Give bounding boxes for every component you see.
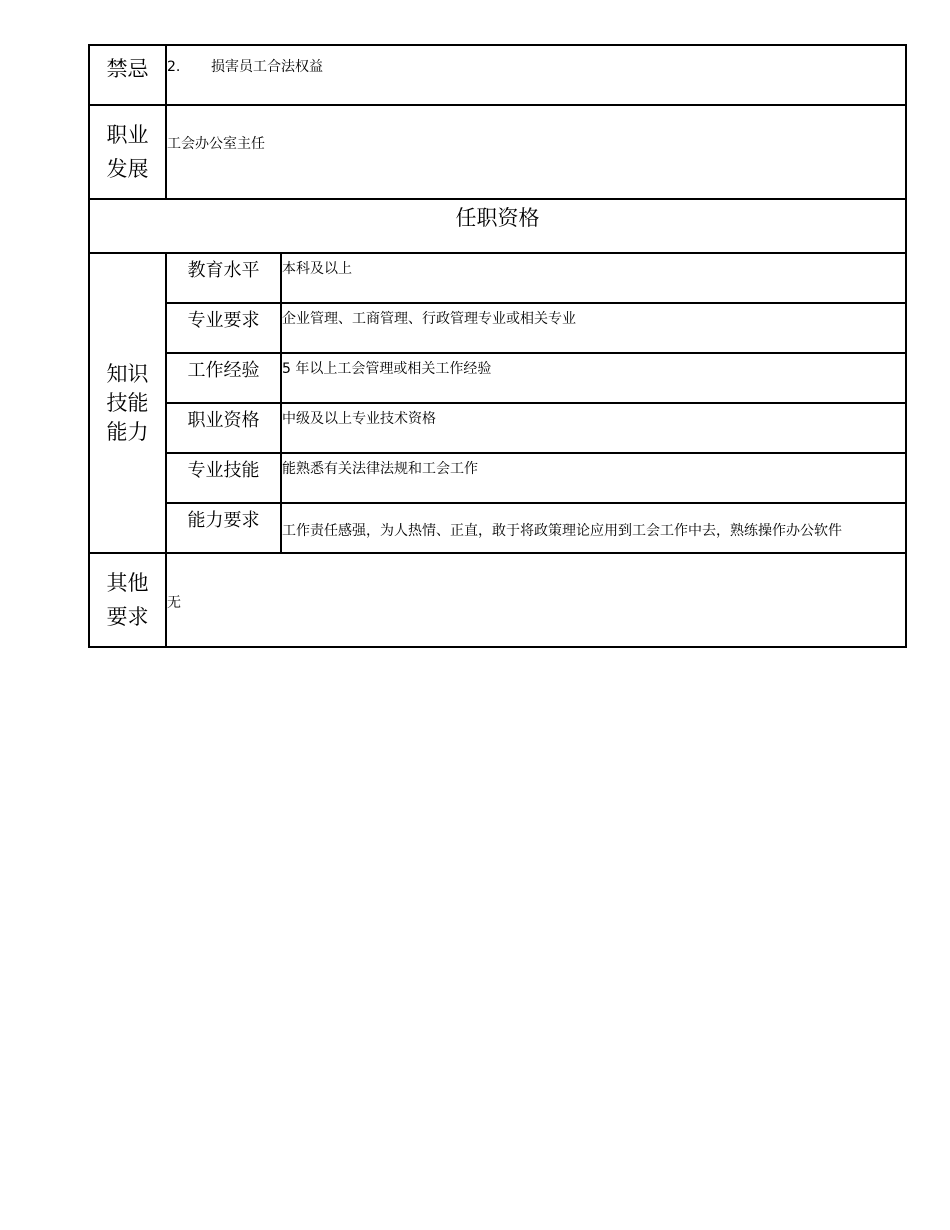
knowledge-row-1 bbox=[89, 253, 906, 303]
knowledge-row-5 bbox=[89, 453, 906, 503]
other-value: 无 bbox=[166, 553, 906, 647]
experience-value: 5 年以上工会管理或相关工作经验 bbox=[281, 353, 906, 403]
other-label-line1: 其他 bbox=[106, 571, 149, 595]
career-row bbox=[89, 105, 906, 199]
knowledge-row-2 bbox=[89, 303, 906, 353]
experience-label: 工作经验 bbox=[166, 353, 281, 403]
prohibitions-item-number: 2. bbox=[167, 59, 181, 75]
qualification-header: 任职资格 bbox=[89, 199, 906, 253]
ability-value: 工作责任感强，为人热情、正直，敢于将政策理论应用到工会工作中去，熟练操作办公软件 bbox=[281, 503, 906, 553]
education-label: 教育水平 bbox=[166, 253, 281, 303]
prohibitions-label bbox=[89, 45, 166, 105]
knowledge-row-3 bbox=[89, 353, 906, 403]
knowledge-label-line2: 技能 bbox=[106, 390, 149, 415]
prohibitions-item-text: 损害员工合法权益 bbox=[211, 59, 323, 75]
other-label-line2: 要求 bbox=[106, 605, 149, 629]
career-value: 工会办公室主任 bbox=[166, 105, 906, 199]
knowledge-row-4 bbox=[89, 403, 906, 453]
prohibitions-row bbox=[89, 45, 906, 105]
qualification-header-row bbox=[89, 199, 906, 253]
major-label: 专业要求 bbox=[166, 303, 281, 353]
skills-value: 能熟悉有关法律法规和工会工作 bbox=[281, 453, 906, 503]
knowledge-row-6 bbox=[89, 503, 906, 553]
other-label bbox=[89, 553, 166, 647]
knowledge-label-line1: 知识 bbox=[106, 361, 149, 386]
certification-value: 中级及以上专业技术资格 bbox=[281, 403, 906, 453]
education-value: 本科及以上 bbox=[281, 253, 906, 303]
career-label-line2: 发展 bbox=[106, 157, 149, 181]
knowledge-label-line3: 能力 bbox=[106, 419, 149, 444]
skills-label: 专业技能 bbox=[166, 453, 281, 503]
knowledge-label bbox=[89, 253, 166, 553]
certification-label: 职业资格 bbox=[166, 403, 281, 453]
prohibitions-value bbox=[166, 45, 906, 105]
career-label-line1: 职业 bbox=[106, 123, 149, 147]
other-row bbox=[89, 553, 906, 647]
ability-label: 能力要求 bbox=[166, 503, 281, 553]
job-description-sheet bbox=[88, 44, 907, 648]
career-label bbox=[89, 105, 166, 199]
prohibitions-label-text: 禁忌 bbox=[106, 57, 149, 81]
major-value: 企业管理、工商管理、行政管理专业或相关专业 bbox=[281, 303, 906, 353]
job-description-table bbox=[88, 44, 907, 648]
